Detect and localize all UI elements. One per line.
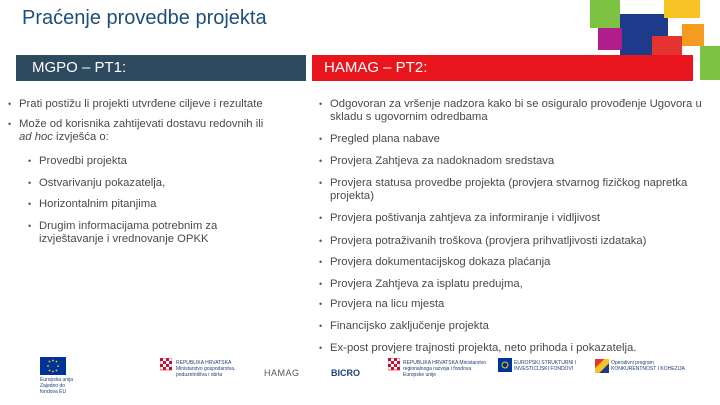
list-item: • Horizontalnim pitanjima xyxy=(28,198,157,210)
list-item: • Ostvarivanju pokazatelja, xyxy=(28,177,166,189)
list-item: • Prati postižu li projekti utvrđene ciljeve i rezultate xyxy=(8,98,263,110)
list-item: • Provjera poštivanja zahtjeva za informiranje i vidljivost xyxy=(319,212,600,224)
eu-caption: Europska unija Zajedno do fondova EU xyxy=(40,377,74,395)
croatian-coat-of-arms-icon xyxy=(388,358,400,374)
hamag-logo: HAMAG xyxy=(264,368,300,378)
bicro-logo: BICRO xyxy=(331,368,360,378)
list-item: • Provjera potraživanih troškova (provjera prihvatljivosti izdataka) xyxy=(319,235,647,247)
list-item: • Financijsko zaključenje projekta xyxy=(319,320,489,332)
opkk-logo-icon xyxy=(595,359,609,373)
croatian-coat-of-arms-icon xyxy=(160,358,172,374)
ministry-logo-text: REPUBLIKA HRVATSKA Ministarstvo gospodarstva, poduzetništva i obrta xyxy=(176,360,236,378)
pt2-header: HAMAG – PT2: xyxy=(312,55,693,81)
list-item: • Provedbi projekta xyxy=(28,155,127,167)
esif-logo-icon xyxy=(498,358,512,372)
list-item: • Provjera na licu mjesta xyxy=(319,298,445,310)
list-item: • Odgovoran za vršenje nadzora kako bi se osiguralo provođenje Ugovora u skladu s ugovornim odredbama xyxy=(319,98,702,123)
list-item: • Provjera Zahtjeva za nadoknadom sredstava xyxy=(319,155,555,167)
list-item: • Provjera statusa provedbe projekta (provjera stvarnog fizičkog napretka projekta) xyxy=(319,177,688,202)
list-item: • Može od korisnika zahtijevati dostavu redovnih ili ad hoc izvješća o: xyxy=(8,118,264,143)
eu-flag-icon xyxy=(40,357,66,375)
list-item: • Provjera dokumentacijskog dokaza plaćanja xyxy=(319,256,551,268)
pt1-header: MGPO – PT1: xyxy=(16,55,306,81)
regional-ministry-logo-text: REPUBLIKA HRVATSKA Ministarstvo regionalnoga razvoja i fondova Europske unije xyxy=(403,360,487,378)
footer-logos xyxy=(0,350,720,405)
list-item: • Ex-post provjere trajnosti projekta, neto prihoda i pokazatelja. xyxy=(319,342,637,354)
list-item: • Drugim informacijama potrebnim za izvještavanje i vrednovanje OPKK xyxy=(28,220,218,245)
esif-logo-text: EUROPSKI STRUKTURNI I INVESTICIJSKI FONDOVI xyxy=(514,360,577,372)
page-title: Praćenje provedbe projekta xyxy=(22,7,267,29)
list-item: • Pregled plana nabave xyxy=(319,133,440,145)
list-item: • Provjera Zahtjeva za isplatu predujma, xyxy=(319,278,523,290)
opkk-logo-text: Operativni program KONKURENTNOST I KOHEZIJA xyxy=(611,360,685,372)
